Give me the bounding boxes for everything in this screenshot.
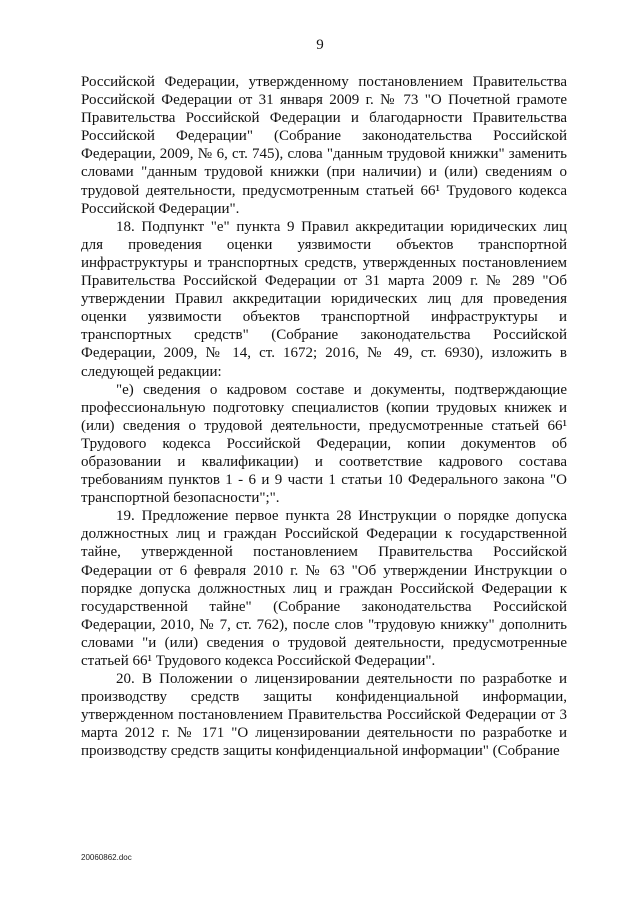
paragraph-item-20: 20. В Положении о лицензировании деятельности по разработке и производству средств защиты конфиденциальной информации, утвержденном постановлением Правительства Российской Федерации от 3 марта 2012 г. № 171 "О лицензировании деятельности по разработке и производству средств защиты конфиденциальной информации" (Собрание (81, 671, 567, 760)
paragraph-item-18-quote: "е) сведения о кадровом составе и документы, подтверждающие профессиональную подготовку специалистов (копии трудовых книжек и (или) сведения о трудовой деятельности, предусмотренные статьей 66¹ Трудового кодекса Российской Федерации, копии документов об образовании и квалификации) и соответствие кадрового состава требованиям пунктов 1 - 6 и 9 части 1 статьи 10 Федерального закона "О транспортной безопасности";". (81, 381, 567, 507)
paragraph-item-19: 19. Предложение первое пункта 28 Инструкции о порядке допуска должностных лиц и граждан Российской Федерации к государственной тайне, утвержденной постановлением Правительства Российской Федерации от 6 февраля 2010 г. № 63 "Об утверждении Инструкции о порядке допуска должностных лиц и граждан Российской Федерации к государственной тайне" (Собрание законодательства Российской Федерации, 2010, № 7, ст. 762), после слов "трудовую книжку" дополнить словами "и (или) сведения о трудовой деятельности, предусмотренные статьей 66¹ Трудового кодекса Российской Федерации". (81, 508, 567, 669)
footer-filename: 20060862.doc (81, 853, 132, 862)
paragraph-item-18: 18. Подпункт "е" пункта 9 Правил аккредитации юридических лиц для проведения оценки уязвимости объектов транспортной инфраструктуры и транспортных средств, утвержденных постановлением Правительства Российской Федерации от 31 марта 2009 г. № 289 "Об утверждении Правил аккредитации юридических лиц для проведения оценки уязвимости объектов транспортной инфраструктуры и транспортных средств" (Собрание законодательства Российской Федерации, 2009, № 14, ст. 1672; 2016, № 49, ст. 6930), изложить в следующей редакции: (81, 218, 567, 380)
document-body (81, 73, 567, 761)
page-number: 9 (316, 37, 324, 53)
paragraph-continuation: Российской Федерации, утвержденному постановлением Правительства Российской Федерации от 31 января 2009 г. № 73 "О Почетной грамоте Правительства Российской Федерации и благодарности Правительства Российской Федерации" (Собрание законодательства Российской Федерации, 2009, № 6, ст. 745), слова "данным трудовой книжки" заменить словами "данным трудовой книжки (при наличии) и (или) сведениям о трудовой деятельности, предусмотренным статьей 66¹ Трудового кодекса Российской Федерации". (81, 74, 567, 217)
